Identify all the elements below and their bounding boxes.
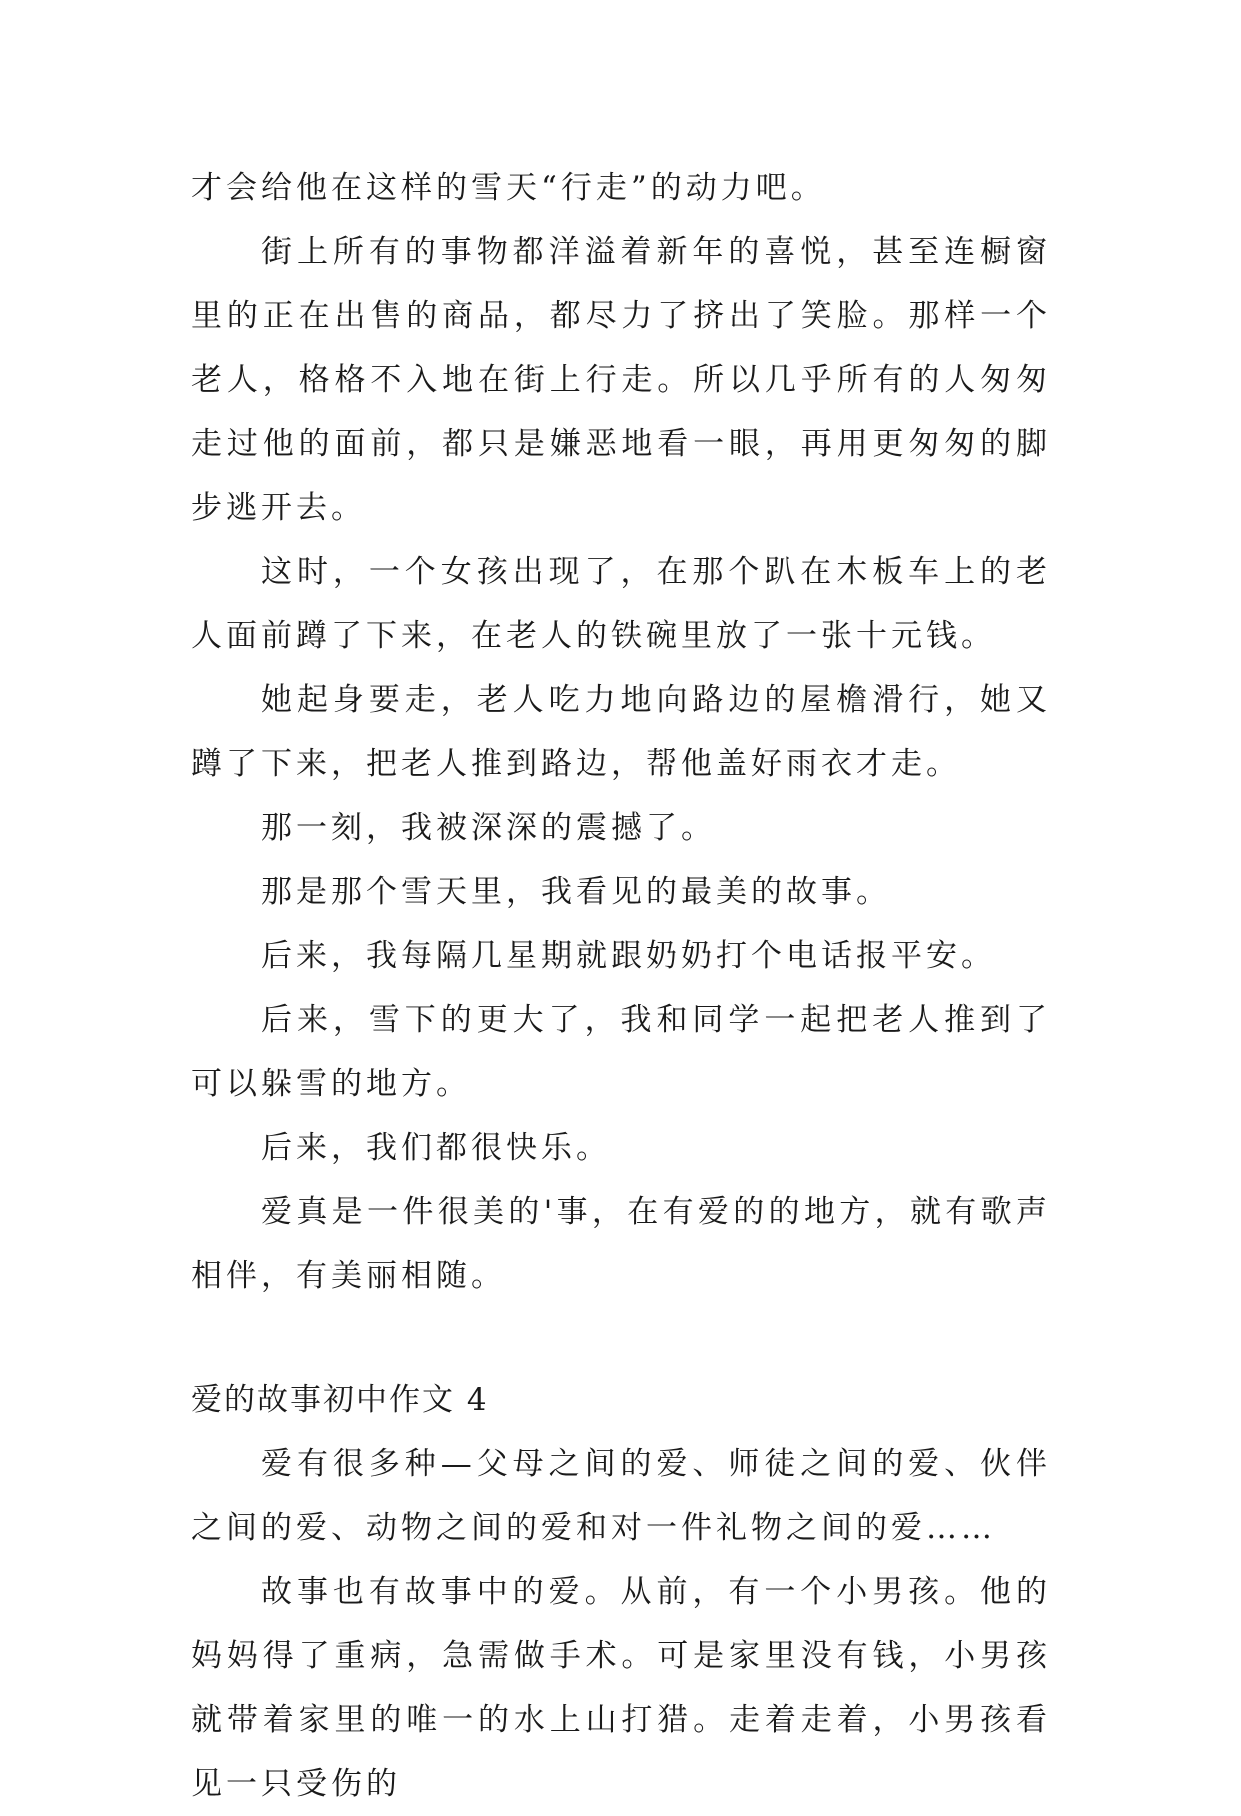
paragraph: 那是那个雪天里，我看见的最美的故事。	[261, 874, 891, 910]
paragraph: 街上所有的事物都洋溢着新年的喜悦，甚至连橱窗里的正在出售的商品，都尽力了挤出了笑脸。那样一个老人，格格不入地在街上行走。所以几乎所有的人匆匆走过他的面前，都只是嫌恶地看一眼，再用更匆匆的脚步逃开去。	[191, 234, 1051, 526]
paragraph: 后来，雪下的更大了，我和同学一起把老人推到了可以躲雪的地方。	[191, 1002, 1051, 1102]
paragraph: 这时，一个女孩出现了，在那个趴在木板车上的老人面前蹲了下来，在老人的铁碗里放了一张十元钱。	[191, 554, 1051, 654]
paragraph-continuation: 才会给他在这样的雪天“行走”的动力吧。	[191, 170, 826, 206]
section-title: 爱的故事初中作文 4	[191, 1382, 489, 1418]
paragraph: 她起身要走，老人吃力地向路边的屋檐滑行，她又蹲了下来，把老人推到路边，帮他盖好雨衣才走。	[191, 682, 1051, 782]
document-body	[191, 156, 1051, 1816]
paragraph: 爱有很多种—父母之间的爱、师徒之间的爱、伙伴之间的爱、动物之间的爱和对一件礼物之间的爱……	[191, 1446, 1051, 1546]
section-spacer	[191, 1308, 1051, 1368]
paragraph: 后来，我每隔几星期就跟奶奶打个电话报平安。	[261, 938, 996, 974]
paragraph: 后来，我们都很快乐。	[261, 1130, 611, 1166]
paragraph: 爱真是一件很美的'事，在有爱的的地方，就有歌声相伴，有美丽相随。	[191, 1194, 1051, 1294]
paragraph: 故事也有故事中的爱。从前，有一个小男孩。他的妈妈得了重病，急需做手术。可是家里没有钱，小男孩就带着家里的唯一的水上山打猎。走着走着，小男孩看见一只受伤的	[191, 1574, 1051, 1802]
paragraph: 那一刻，我被深深的震撼了。	[261, 810, 716, 846]
